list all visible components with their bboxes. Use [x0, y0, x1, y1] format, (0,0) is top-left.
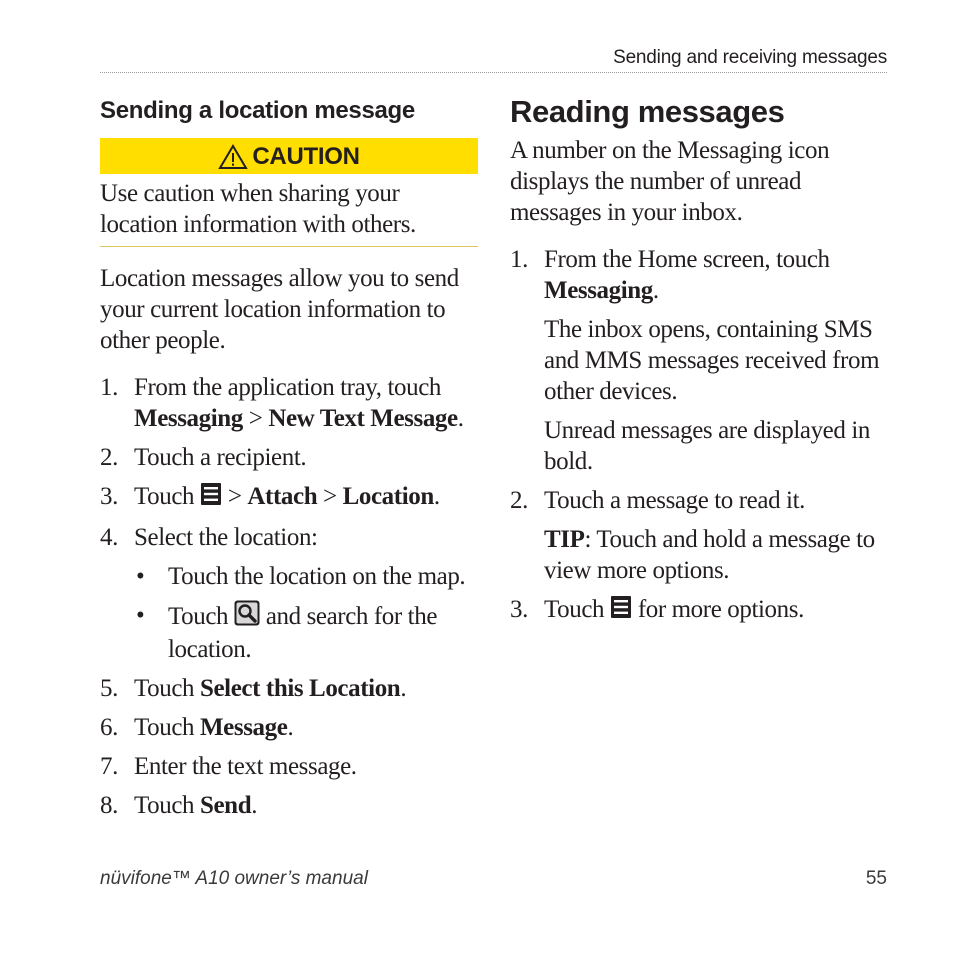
- left-column: [100, 95, 478, 821]
- punctuation: .: [400, 675, 407, 702]
- step-3: [100, 481, 478, 514]
- caution-bar: [100, 138, 478, 174]
- separator: >: [221, 483, 248, 510]
- bullet-item: [134, 561, 478, 592]
- tip-label: TIP: [544, 526, 585, 553]
- step-note: The inbox opens, containing SMS and MMS messages received from other devices.: [544, 316, 880, 405]
- header-rule: [100, 72, 887, 73]
- step-6: [100, 712, 478, 743]
- intro-paragraph: A number on the Messaging icon displays the number of unread messages in your inbox.: [510, 137, 830, 226]
- step-text: Touch: [134, 792, 200, 819]
- step-number: 6.: [100, 714, 118, 741]
- steps-list: [510, 244, 890, 627]
- punctuation: .: [287, 714, 294, 741]
- step-text: for more options.: [631, 596, 804, 623]
- punctuation: .: [433, 483, 440, 510]
- step-text: Touch: [134, 483, 200, 510]
- separator: >: [242, 405, 269, 432]
- ui-term-messaging: Messaging: [134, 405, 243, 432]
- bullet-marker: •: [136, 563, 145, 590]
- step-5: [100, 673, 478, 704]
- step-7: [100, 751, 478, 782]
- menu-icon: [200, 482, 222, 514]
- punctuation: .: [251, 792, 258, 819]
- step-text: Touch a recipient.: [134, 444, 307, 471]
- ui-term-location: Location: [342, 483, 434, 510]
- running-header: Sending and receiving messages: [613, 47, 887, 68]
- step-number: 7.: [100, 753, 118, 780]
- step-number: 5.: [100, 675, 118, 702]
- caution-text: Use caution when sharing your location information with others.: [100, 178, 478, 247]
- footer-manual-title: nüvifone™ A10 owner’s manual: [100, 868, 368, 889]
- step-number: 3.: [100, 483, 118, 510]
- steps-list: [100, 372, 478, 821]
- step-text: From the application tray, touch: [134, 374, 442, 401]
- caution-triangle-icon: [218, 144, 248, 170]
- bullet-text: Touch: [168, 603, 234, 630]
- punctuation: .: [652, 277, 659, 304]
- step-text: Select the location:: [134, 524, 318, 551]
- search-icon: [234, 600, 260, 634]
- step-number: 8.: [100, 792, 118, 819]
- step-4: [100, 522, 478, 665]
- step-2: [100, 442, 478, 473]
- step-number: 1.: [100, 374, 118, 401]
- ui-term-send: Send: [199, 792, 252, 819]
- ui-term-new-text-message: New Text Message: [268, 405, 458, 432]
- ui-term-message: Message: [199, 714, 288, 741]
- step-text: Touch: [544, 596, 610, 623]
- step-1: [510, 244, 890, 477]
- intro-paragraph: Location messages allow you to send your current location information to other people.: [100, 265, 459, 354]
- section-heading-sending-location: Sending a location message: [100, 97, 415, 124]
- step-text: Touch a message to read it.: [544, 487, 805, 514]
- tip-note: [544, 524, 890, 586]
- step-8: [100, 790, 478, 821]
- bullet-text: Touch the location on the map.: [168, 563, 466, 590]
- step-1: [100, 372, 478, 434]
- ui-term-attach: Attach: [247, 483, 318, 510]
- step-note: Unread messages are displayed in bold.: [544, 417, 870, 475]
- separator: >: [317, 483, 343, 510]
- step-text: Touch: [134, 714, 200, 741]
- caution-label: CAUTION: [252, 143, 360, 170]
- step-text: Enter the text message.: [134, 753, 357, 780]
- punctuation: .: [457, 405, 464, 432]
- bullet-list: [134, 561, 478, 665]
- page-number: 55: [865, 868, 887, 889]
- section-heading-reading-messages: Reading messages: [510, 94, 785, 129]
- step-number: 2.: [510, 487, 528, 514]
- tip-text: : Touch and hold a message to view more options.: [544, 526, 875, 584]
- step-text: From the Home screen, touch: [544, 246, 830, 273]
- step-text: Touch: [134, 675, 200, 702]
- step-number: 4.: [100, 524, 118, 551]
- bullet-marker: •: [136, 602, 145, 629]
- ui-term-select-this-location: Select this Location: [199, 675, 401, 702]
- step-number: 1.: [510, 246, 528, 273]
- step-number: 2.: [100, 444, 118, 471]
- bullet-item: [134, 600, 478, 665]
- step-2: [510, 485, 890, 586]
- ui-term-messaging: Messaging: [544, 277, 653, 304]
- bullet-text: and search for the location.: [168, 603, 438, 663]
- menu-icon: [610, 595, 632, 627]
- step-3: [510, 594, 890, 627]
- right-column: [510, 95, 890, 627]
- step-number: 3.: [510, 596, 528, 623]
